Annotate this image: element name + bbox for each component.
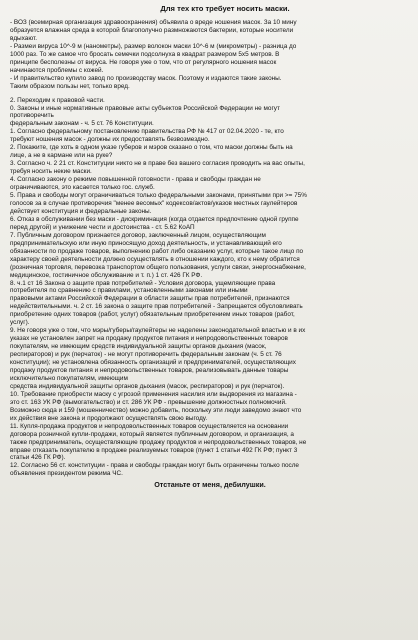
- paragraph: - ВОЗ (всемирная организация здравоохранения) объявила о вреде ношения масок. За 10 мину образуется влажная среда в которой благополучно размножаются бактерии, которые носители вдыхают. - Размеи вируса 10^-9 м (нанометры), размер волокон маски 10^-6 м (микрометры) - разница до 1000 раз. То же самое что бросать семечки подсолнуха в квадрат размером 5х5 метров. В принципе бесполезны от вируса. Не говоря уже о том, что от регулярного ношения масок начинаются проблемы с кожей. - И правительство купило завод по производству масок. Поэтому и издаются такие законы. Таким образом пользы нет, только вред.: [10, 19, 297, 90]
- document-body: [10, 19, 410, 478]
- document-title: Для тех кто требует носить маски.: [160, 4, 290, 13]
- paragraph: 2. Переходим к правовой части. 0. Законы и иные нормативные правовые акты субъектов Российской Федерации не могут противоречить федеральным законам - ч. 5 ст. 76 Конституции. 1. Согласно федеральному постановлению правительства РФ № 417 от 02.04.2020 - те, кто требуют ношения масок - должны их предоставлять безвозмездно. 2. Покажите, где хоть в одном указе губеров и мэров сказано о том, что маски должны быть на лице, а не в кармане или на руке? 3. Согласно ч. 2 21 ст. Конституции никто не в праве без вашего согласия проводить на вас опыты, требуя носить некие маски. 4. Согласно закону о режиме повышенной готовности - права и свободы граждан не ограничиваются, это касается только гос. служб. 5. Права и свободы могут ограничиваться только федеральными законами, принятыми при >= 75% голосов за в случае противоречия "менее весомых" кодексов/актов/указов местных гаулейтеров действует конституция и федеральные законы. 6. Отказ в обслуживании без маски - дискриминация (когда отдается предпочтение одной группе перед другой) и унижение чести и достоинства - ст. 5.62 КоАП 7. Публичным договором признается договор, заключенный лицом, осуществляющим предпринимательскую или иную приносящую доход деятельность, и устанавливающий его обязанности по продаже товаров, выполнению работ либо оказанию услуг, которые такое лицо по характеру своей деятельности должно осуществлять в отношении каждого, кто к нему обратится (розничная торговля, перевозка транспортом общего пользования, услуги связи, энергоснабжение, медицинское, гостиничное обслуживание и т. п.) 1 ст. 426 ГК РФ. 8. ч.1 ст 16 Закона о защите прав потребителей - Условия договора, ущемляющие права потребителя по сравнению с правилами, установленными законами или иными правовыми актами Российской Федерации в области защиты прав потребителей, признаются недействительными. ч. 2 ст. 16 закона о защите прав потребителей - Запрещается обусловливать приобретение одних товаров (работ, услуг) обязательным приобретением иных товаров (работ, услуг). 9. Не говоря уже о том, что мэры/губеры/гаулейтеры не наделены законодательной властью и в их указах не установлен запрет на продажу продуктов питания и непродовольственных товаров покупателям, не имеющим средств индивидуальной защиты органов дыхания (масок, респираторов) и рук (перчаток) - не могут противоречить федеральным законам (ч. 5 ст. 76 конституции); не установлена обязанность организаций и предпринимателей, осуществляющих продажу продуктов питания и непродовольственных товаров, реализовывать данные товары исключительно покупателям, имеющим средства индивидуальной защиты органов дыхания (масок, респираторов) и рук (перчаток). 10. Требование приобрести маску с угрозой применения насилия или выдворения из магазина - это ст. 163 УК РФ (вымогательство) и ст. 286 УК РФ - превышение должностных полномочий. Возможно сюда и 159 (мошенничество) можно добавить, поскольку эти люди заведомо знают что их действия вне закона и продолжают осуществлять свою выгоду. 11. Купля-продажа продуктов и непродовольственных товаров осуществляется на основании договора розничной купли-продажи, который является публичным договором, и организация, а также предприниматель, осуществляющие продажу продуктов и непродовольственных товаров, не вправе отказать покупателю в продаже реализуемых товаров (пункт 1 статьи 492 ГК РФ; пункт 3 статьи 426 ГК РФ). 12. Согласно 56 ст. конституции - права и свободы граждан могут быть ограничены только после объявления президентом режима ЧС.: [10, 96, 307, 478]
- document-signoff: Отстаньте от меня, дебилушки.: [154, 480, 266, 490]
